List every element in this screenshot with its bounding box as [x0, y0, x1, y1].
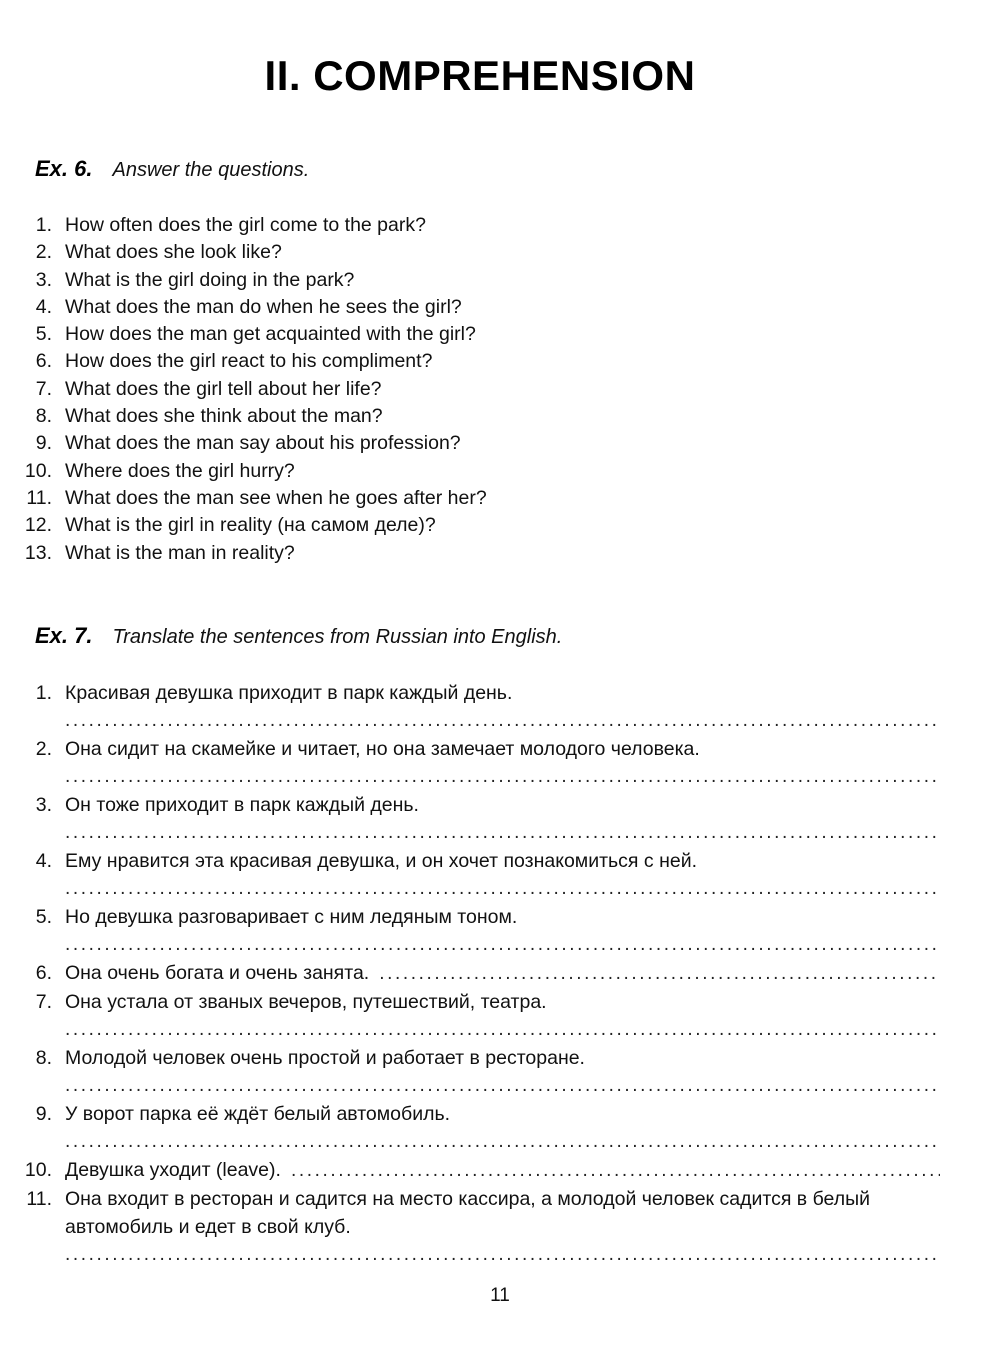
- answer-line: [291, 1156, 940, 1185]
- answer-line: [65, 931, 940, 959]
- question-item: [20, 458, 940, 485]
- sentence-row: [20, 1100, 940, 1128]
- sentence-text: Молодой человек очень простой и работает в ресторане.: [65, 1046, 585, 1069]
- answer-line: [65, 1128, 940, 1156]
- sentence-row: [20, 791, 940, 819]
- sentence-item: [20, 988, 940, 1044]
- ex6-question-list: [20, 212, 940, 567]
- sentence-item: [20, 903, 940, 959]
- number-gap: [52, 239, 65, 266]
- question-number: 7.: [35, 377, 52, 400]
- question-item: [20, 430, 940, 457]
- sentence-item: [20, 847, 940, 903]
- question-text: What is the girl in reality (на самом деле)?: [65, 514, 436, 537]
- number-gap: [52, 403, 65, 430]
- question-item: [20, 403, 940, 430]
- sentence-row: [20, 1044, 940, 1072]
- question-number: 9.: [35, 432, 52, 455]
- number-gap: [52, 540, 65, 567]
- question-number: 5.: [35, 323, 52, 346]
- sentence-text: Она устала от званых вечеров, путешествий, театра.: [65, 990, 547, 1013]
- ex7-label: Ex. 7.: [35, 622, 93, 648]
- question-item: [20, 512, 940, 539]
- sentence-text: Она входит в ресторан и садится на место кассира, а молодой человек садится в белый автомобиль и едет в свой клуб.: [65, 1187, 871, 1238]
- answer-line: [65, 819, 940, 847]
- number-gap: [52, 430, 65, 457]
- sentence-row: [20, 959, 940, 988]
- question-number: 1.: [35, 214, 52, 236]
- sentence-item: [20, 735, 940, 791]
- number-gap: [52, 458, 65, 485]
- question-item: [20, 294, 940, 321]
- question-text: Where does the girl hurry?: [65, 459, 295, 482]
- page-number: 11: [490, 1285, 510, 1306]
- sentence-number: 11.: [26, 1187, 52, 1210]
- answer-line: [65, 1016, 940, 1044]
- question-text: What does the man see when he goes after her?: [65, 486, 487, 509]
- question-item: [20, 348, 940, 375]
- question-text: What is the girl doing in the park?: [65, 268, 355, 291]
- question-text: How often does the girl come to the park?: [65, 214, 426, 236]
- number-gap: [52, 212, 65, 239]
- question-text: What does the girl tell about her life?: [65, 377, 382, 400]
- number-gap: [52, 512, 65, 539]
- question-text: How does the man get acquainted with the girl?: [65, 323, 476, 346]
- sentence-row: [20, 847, 940, 875]
- question-number: 11.: [26, 486, 52, 509]
- sentence-text: Красивая девушка приходит в парк каждый день.: [65, 681, 513, 704]
- sentence-number: 10.: [24, 1158, 52, 1181]
- number-gap: [52, 348, 65, 375]
- answer-line: [65, 1241, 940, 1269]
- question-number: 13.: [24, 541, 52, 564]
- sentence-item: [20, 791, 940, 847]
- sentence-text: Она сидит на скамейке и читает, но она замечает молодого человека.: [65, 737, 700, 760]
- ex7-heading: [20, 623, 940, 649]
- question-item: [20, 267, 940, 294]
- sentence-number: 9.: [35, 1102, 52, 1125]
- ex6-label: Ex. 6.: [35, 156, 93, 181]
- question-item: [20, 376, 940, 403]
- question-number: 4.: [35, 295, 52, 318]
- sentence-row: [20, 903, 940, 931]
- question-number: 3.: [35, 268, 52, 291]
- sentence-number: 3.: [35, 793, 52, 816]
- ex6-heading: [20, 156, 940, 182]
- sentence-text: Ему нравится эта красивая девушка, и он хочет познакомиться с ней.: [65, 849, 697, 872]
- question-item: [20, 485, 940, 512]
- sentence-item: [20, 1044, 940, 1100]
- sentence-number: 4.: [35, 849, 52, 872]
- sentence-text: Она очень богата и очень занята.: [65, 961, 370, 984]
- question-number: 12.: [24, 514, 52, 537]
- number-gap: [52, 294, 65, 321]
- answer-line: [379, 959, 940, 988]
- answer-line: [65, 1072, 940, 1100]
- number-gap: [52, 267, 65, 294]
- question-item: [20, 239, 940, 266]
- sentence-row: [20, 735, 940, 763]
- sentence-number: 8.: [35, 1046, 52, 1069]
- answer-line: [65, 875, 940, 903]
- sentence-number: 7.: [35, 990, 52, 1013]
- ex6-instruction: Answer the questions.: [112, 159, 310, 181]
- question-item: [20, 540, 940, 567]
- question-number: 10.: [24, 459, 52, 482]
- ex7-sentence-list: [20, 679, 940, 1269]
- sentence-item: [20, 1156, 940, 1185]
- sentence-number: 2.: [35, 737, 52, 760]
- question-number: 8.: [35, 405, 52, 428]
- question-number: 2.: [35, 241, 52, 264]
- sentence-row: [20, 1156, 940, 1185]
- question-text: What is the man in reality?: [65, 541, 295, 564]
- sentence-text: Он тоже приходит в парк каждый день.: [65, 793, 419, 816]
- question-text: What does she look like?: [65, 241, 282, 264]
- sentence-number: 6.: [35, 961, 52, 984]
- question-item: [20, 212, 940, 239]
- sentence-item: [20, 1100, 940, 1156]
- sentence-number: 5.: [35, 905, 52, 928]
- sentence-item: [20, 1185, 940, 1269]
- number-gap: [52, 376, 65, 403]
- question-item: [20, 321, 940, 348]
- sentence-number: 1.: [35, 681, 52, 704]
- answer-line: [65, 763, 940, 791]
- sentence-text: У ворот парка её ждёт белый автомобиль.: [65, 1102, 451, 1125]
- question-text: How does the girl react to his compliment?: [65, 350, 433, 373]
- sentence-row: [20, 1185, 940, 1241]
- sentence-item: [20, 679, 940, 735]
- sentence-row: [20, 988, 940, 1016]
- ex7-instruction: Translate the sentences from Russian into English.: [112, 625, 563, 648]
- question-text: What does the man say about his profession?: [65, 432, 461, 455]
- sentence-item: [20, 959, 940, 988]
- sentence-row: [20, 679, 940, 707]
- question-text: What does the man do when he sees the girl?: [65, 295, 462, 318]
- page-title: II. COMPREHENSION: [264, 52, 696, 99]
- answer-line: [65, 707, 940, 735]
- number-gap: [52, 321, 65, 348]
- number-gap: [52, 485, 65, 512]
- question-number: 6.: [35, 350, 52, 373]
- sentence-text: Девушка уходит (leave).: [65, 1158, 281, 1181]
- question-text: What does she think about the man?: [65, 405, 383, 428]
- sentence-text: Но девушка разговаривает с ним ледяным тоном.: [65, 905, 518, 928]
